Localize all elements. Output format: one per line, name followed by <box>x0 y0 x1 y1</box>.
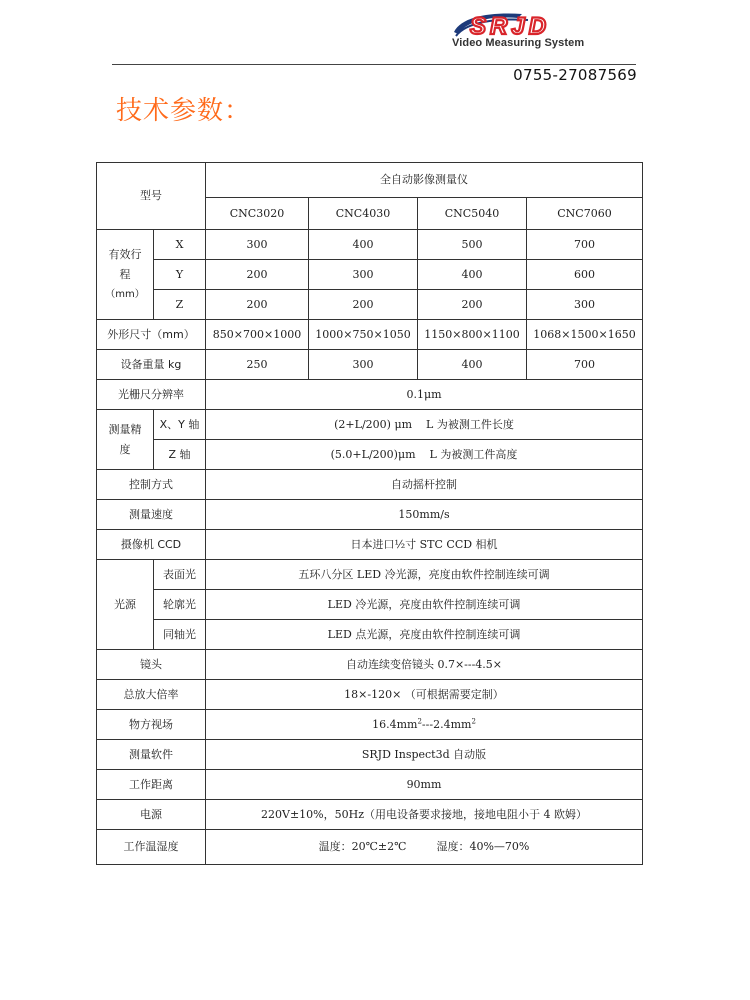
lens-value: 自动连续变倍镜头 0.7×---4.5× <box>206 650 643 680</box>
value-cell: 400 <box>418 350 527 380</box>
field-value-b: 2.4mm <box>433 717 472 731</box>
grating-label: 光栅尺分辨率 <box>97 380 206 410</box>
table-row <box>97 710 643 740</box>
environment-label: 工作温湿度 <box>97 830 206 865</box>
table-row <box>97 350 643 380</box>
header-divider <box>112 64 636 65</box>
magnification-label: 总放大倍率 <box>97 680 206 710</box>
accuracy-note: L 为被测工件高度 <box>429 447 518 461</box>
value-cell: 700 <box>527 350 643 380</box>
power-value: 220V±10%，50Hz（用电设备要求接地，接地电阻小于 4 欧姆） <box>206 800 643 830</box>
light-type-cell: 同轴光 <box>154 620 206 650</box>
environment-value <box>206 830 643 865</box>
field-label: 物方视场 <box>97 710 206 740</box>
humidity-value: 湿度：40%—70% <box>436 840 530 853</box>
table-row <box>97 650 643 680</box>
field-sup: 2 <box>471 716 476 725</box>
value-cell: 500 <box>418 230 527 260</box>
weight-label: 设备重量 kg <box>97 350 206 380</box>
value-cell: 1068×1500×1650 <box>527 320 643 350</box>
model-cell: CNC3020 <box>206 198 309 230</box>
srjd-logo <box>452 10 602 56</box>
value-cell: 200 <box>309 290 418 320</box>
table-row <box>97 680 643 710</box>
value-cell: 1150×800×1100 <box>418 320 527 350</box>
table-row <box>97 560 643 590</box>
dimensions-label: 外形尺寸（mm） <box>97 320 206 350</box>
page-title: 技术参数： <box>116 96 252 126</box>
accuracy-label-line: 测量精 <box>108 422 142 436</box>
table-row <box>97 620 643 650</box>
camera-value: 日本进口½寸 STC CCD 相机 <box>206 530 643 560</box>
lens-label: 镜头 <box>97 650 206 680</box>
table-row <box>97 230 643 260</box>
field-value-a: 16.4mm <box>372 717 418 731</box>
light-value: LED 冷光源，亮度由软件控制连续可调 <box>206 590 643 620</box>
temperature-value: 温度：20℃±2℃ <box>318 840 407 853</box>
axis-cell: X <box>154 230 206 260</box>
field-sup: 2 <box>417 716 422 725</box>
accuracy-xy-value <box>206 410 643 440</box>
table-row <box>97 260 643 290</box>
magnification-value: 18×-120× （可根据需要定制） <box>206 680 643 710</box>
value-cell: 300 <box>309 350 418 380</box>
power-label: 电源 <box>97 800 206 830</box>
field-sep: --- <box>421 717 434 731</box>
speed-label: 测量速度 <box>97 500 206 530</box>
axis-cell: Z 轴 <box>154 440 206 470</box>
model-label: 型号 <box>97 163 206 230</box>
value-cell: 1000×750×1050 <box>309 320 418 350</box>
value-cell: 300 <box>309 260 418 290</box>
value-cell: 400 <box>418 260 527 290</box>
field-value <box>206 710 643 740</box>
logo-subtitle: Video Measuring System <box>452 37 585 49</box>
product-name: 全自动影像测量仪 <box>206 163 643 198</box>
light-label: 光源 <box>97 560 154 650</box>
value-cell: 200 <box>206 260 309 290</box>
working-distance-value: 90mm <box>206 770 643 800</box>
table-row <box>97 290 643 320</box>
model-cell: CNC4030 <box>309 198 418 230</box>
logo-swoosh-icon <box>452 10 602 40</box>
phone-number: 0755-27087569 <box>513 66 637 84</box>
accuracy-z-value <box>206 440 643 470</box>
value-cell: 400 <box>309 230 418 260</box>
table-row <box>97 590 643 620</box>
spec-table <box>96 162 643 865</box>
value-cell: 700 <box>527 230 643 260</box>
light-type-cell: 轮廓光 <box>154 590 206 620</box>
axis-cell: Z <box>154 290 206 320</box>
accuracy-formula: (5.0+L/200)μm <box>330 447 416 461</box>
accuracy-label <box>97 410 154 470</box>
grating-value: 0.1μm <box>206 380 643 410</box>
table-row <box>97 500 643 530</box>
stroke-label-line: 程 <box>119 267 131 281</box>
accuracy-formula: (2+L/200) μm <box>334 417 413 431</box>
light-value: LED 点光源，亮度由软件控制连续可调 <box>206 620 643 650</box>
table-row <box>97 800 643 830</box>
stroke-label <box>97 230 154 320</box>
light-value: 五环八分区 LED 冷光源，亮度由软件控制连续可调 <box>206 560 643 590</box>
stroke-label-line: （mm） <box>105 288 145 300</box>
value-cell: 200 <box>418 290 527 320</box>
control-label: 控制方式 <box>97 470 206 500</box>
stroke-label-line: 有效行 <box>108 247 142 261</box>
table-row <box>97 440 643 470</box>
value-cell: 850×700×1000 <box>206 320 309 350</box>
table-row <box>97 320 643 350</box>
camera-label: 摄像机 CCD <box>97 530 206 560</box>
speed-value: 150mm/s <box>206 500 643 530</box>
value-cell: 300 <box>206 230 309 260</box>
accuracy-label-line: 度 <box>119 442 131 456</box>
accuracy-note: L 为被测工件长度 <box>426 417 514 431</box>
logo-text: SRJD <box>470 13 551 40</box>
value-cell: 600 <box>527 260 643 290</box>
table-row <box>97 163 643 198</box>
table-row <box>97 740 643 770</box>
light-type-cell: 表面光 <box>154 560 206 590</box>
axis-cell: X、Y 轴 <box>154 410 206 440</box>
table-row <box>97 380 643 410</box>
table-row <box>97 530 643 560</box>
table-row <box>97 770 643 800</box>
control-value: 自动摇杆控制 <box>206 470 643 500</box>
axis-cell: Y <box>154 260 206 290</box>
value-cell: 250 <box>206 350 309 380</box>
software-label: 测量软件 <box>97 740 206 770</box>
table-row <box>97 830 643 865</box>
table-row <box>97 410 643 440</box>
value-cell: 200 <box>206 290 309 320</box>
table-row <box>97 470 643 500</box>
software-value: SRJD Inspect3d 自动版 <box>206 740 643 770</box>
value-cell: 300 <box>527 290 643 320</box>
model-cell: CNC7060 <box>527 198 643 230</box>
working-distance-label: 工作距离 <box>97 770 206 800</box>
model-cell: CNC5040 <box>418 198 527 230</box>
